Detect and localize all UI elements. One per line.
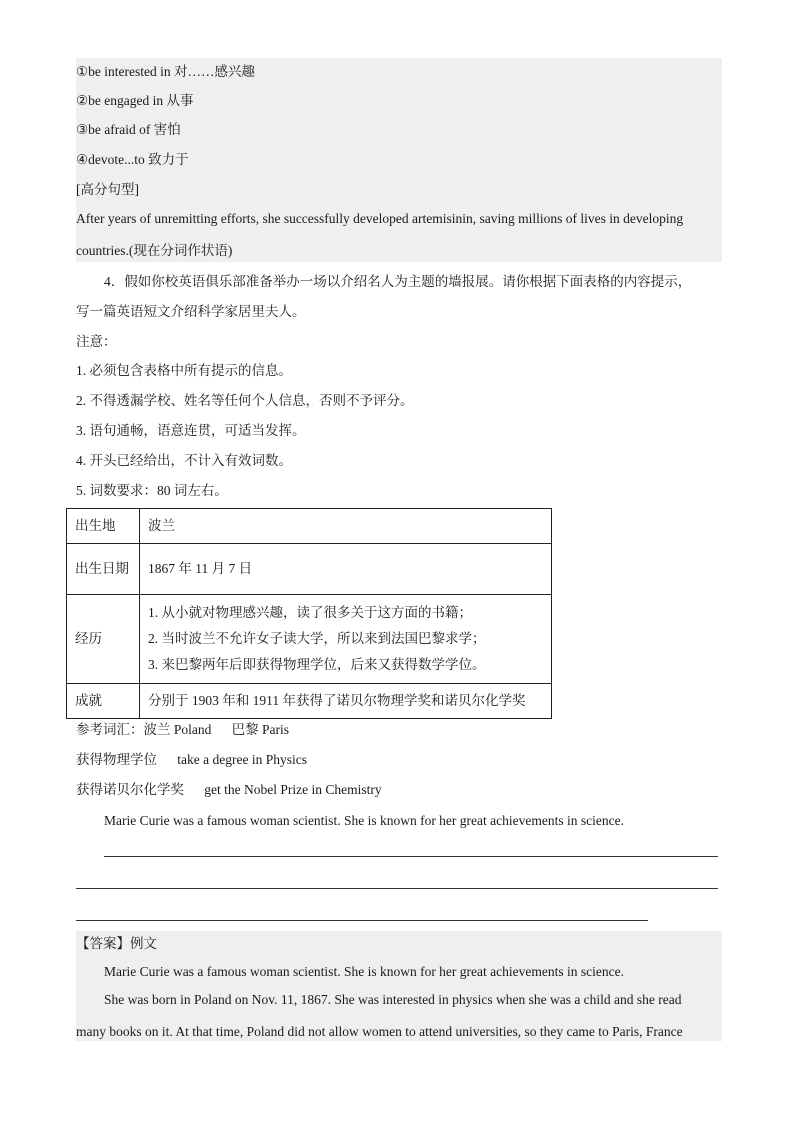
vocab-line-2: 获得物理学位 take a degree in Physics bbox=[76, 752, 307, 767]
note-item-4: 4. 开头已经给出，不计入有效词数。 bbox=[76, 453, 292, 468]
answer-paragraph-2-line-2: many books on it. At that time, Poland did not allow women to attend universities, so they came to Paris, France bbox=[76, 1024, 683, 1039]
essay-opening: Marie Curie was a famous woman scientist. She is known for her great achievements in science. bbox=[104, 813, 624, 828]
achievement-label: 成就 bbox=[67, 684, 140, 719]
phrase-item-1: ①be interested in 对……感兴趣 bbox=[76, 64, 255, 79]
table-row-achievement bbox=[67, 684, 552, 719]
phrase-item-4: ④devote...to 致力于 bbox=[76, 152, 189, 167]
writing-line-2 bbox=[76, 888, 718, 889]
note-item-3: 3. 语句通畅，语意连贯，可适当发挥。 bbox=[76, 423, 306, 438]
answer-paragraph-1: Marie Curie was a famous woman scientist. She is known for her great achievements in science. bbox=[104, 964, 624, 979]
notes-title: 注意： bbox=[76, 334, 117, 349]
phrase-item-2: ②be engaged in 从事 bbox=[76, 93, 194, 108]
curie-info-table bbox=[66, 508, 552, 719]
birthdate-label: 出生日期 bbox=[67, 544, 140, 595]
experience-item-3: 3. 来巴黎两年后即获得物理学位，后来又获得数学学位。 bbox=[148, 657, 486, 672]
birthdate-value: 1867 年 11 月 7 日 bbox=[140, 544, 552, 595]
task-prompt-line-2: 写一篇英语短文介绍科学家居里夫人。 bbox=[76, 304, 306, 319]
experience-list bbox=[140, 595, 552, 684]
vocab-line-1: 参考词汇：波兰 Poland 巴黎 Paris bbox=[76, 722, 290, 737]
experience-item-1: 1. 从小就对物理感兴趣，读了很多关于这方面的书籍； bbox=[148, 605, 472, 620]
table-row-birthplace bbox=[67, 509, 552, 544]
achievement-value: 分别于 1903 年和 1911 年获得了诺贝尔物理学奖和诺贝尔化学奖 bbox=[140, 684, 552, 719]
experience-item-2: 2. 当时波兰不允许女子读大学，所以来到法国巴黎求学； bbox=[148, 631, 486, 646]
note-item-1: 1. 必须包含表格中所有提示的信息。 bbox=[76, 363, 292, 378]
writing-line-1 bbox=[104, 856, 718, 857]
phrase-item-3: ③be afraid of 害怕 bbox=[76, 122, 181, 137]
note-item-5: 5. 词数要求：80 词左右。 bbox=[76, 483, 228, 498]
note-item-2: 2. 不得透漏学校、姓名等任何个人信息，否则不予评分。 bbox=[76, 393, 414, 408]
experience-label: 经历 bbox=[67, 595, 140, 684]
vocab-line-3: 获得诺贝尔化学奖 get the Nobel Prize in Chemistry bbox=[76, 782, 382, 797]
sentence-pattern-line-1: After years of unremitting efforts, she successfully developed artemisinin, saving millions of lives in developing bbox=[76, 211, 684, 226]
birthplace-value: 波兰 bbox=[140, 509, 552, 544]
table-row-experience bbox=[67, 595, 552, 684]
sentence-pattern-heading: [高分句型] bbox=[76, 182, 139, 197]
table-row-birthdate bbox=[67, 544, 552, 595]
writing-line-3 bbox=[76, 920, 648, 921]
birthplace-label: 出生地 bbox=[67, 509, 140, 544]
answer-paragraph-2-line-1: She was born in Poland on Nov. 11, 1867. She was interested in physics when she was a child and she read bbox=[104, 992, 682, 1007]
answer-heading: 【答案】例文 bbox=[76, 936, 157, 951]
sentence-pattern-line-2: countries.(现在分词作状语) bbox=[76, 243, 233, 258]
task-prompt-line-1: 4．假如你校英语俱乐部准备举办一场以介绍名人为主题的墙报展。请你根据下面表格的内容提示， bbox=[104, 274, 692, 289]
